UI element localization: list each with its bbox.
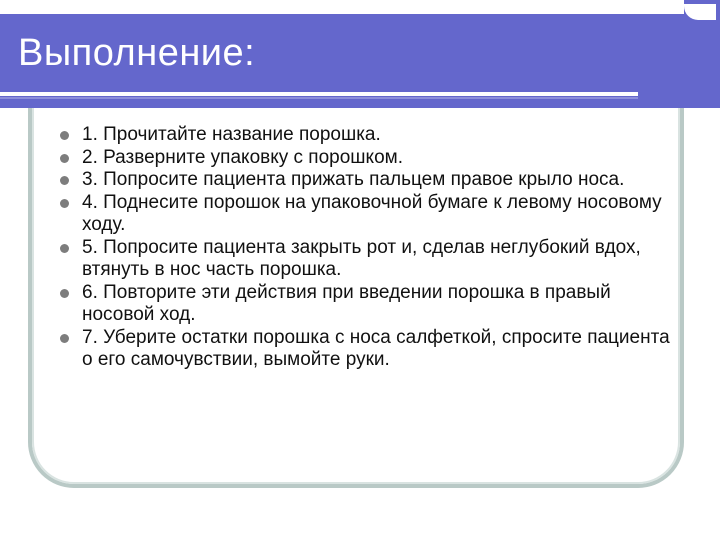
list-item <box>60 169 670 192</box>
list-item <box>60 147 670 170</box>
step-text: 1. Прочитайте название порошка. <box>82 124 381 145</box>
step-text: 5. Попросите пациента закрыть рот и, сделав неглубокий вдох, втянуть в нос часть порошка. <box>82 236 641 280</box>
list-item <box>60 192 670 237</box>
title-underline <box>0 92 638 96</box>
list-item <box>60 282 670 327</box>
list-item <box>60 124 670 147</box>
step-text: 6. Повторите эти действия при введении порошка в правый носовой ход. <box>82 281 611 325</box>
list-item <box>60 327 670 372</box>
slide-title: Выполнение: <box>18 32 256 74</box>
bullet-icon <box>60 131 69 140</box>
bullet-icon <box>60 334 69 343</box>
title-underline-shadow <box>0 97 638 99</box>
bullet-icon <box>60 244 69 253</box>
step-text: 4. Поднесите порошок на упаковочной бумаге к левому носовому ходу. <box>82 191 662 235</box>
step-text: 3. Попросите пациента прижать пальцем правое крыло носа. <box>82 169 625 190</box>
step-text: 7. Уберите остатки порошка с носа салфеткой, спросите пациента о его самочувствии, вымойте руки. <box>82 326 670 370</box>
bullet-icon <box>60 154 69 163</box>
bullet-icon <box>60 289 69 298</box>
step-text: 2. Разверните упаковку с порошком. <box>82 146 403 168</box>
list-item <box>60 237 670 282</box>
steps-list <box>60 124 670 372</box>
bullet-icon <box>60 199 69 208</box>
bullet-icon <box>60 176 69 185</box>
